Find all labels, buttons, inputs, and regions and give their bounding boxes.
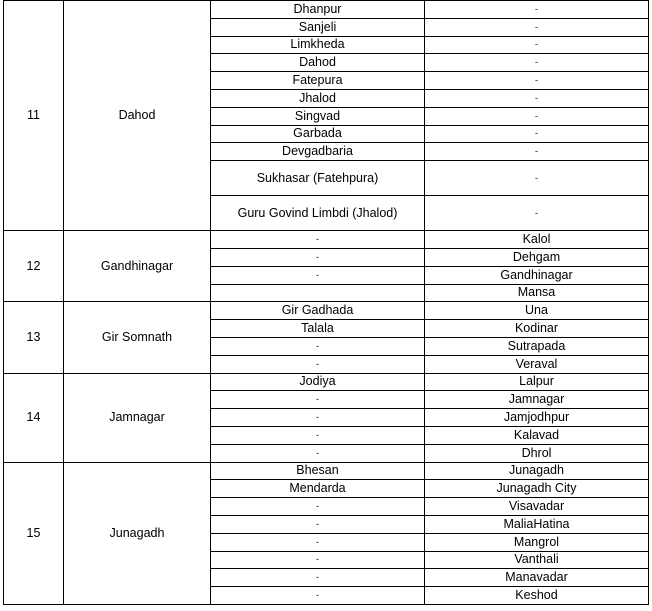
district-name-cell: Junagadh xyxy=(64,462,211,604)
taluka-col-b-cell: - xyxy=(425,36,649,54)
district-taluka-table xyxy=(3,0,649,605)
taluka-col-a-cell: - xyxy=(211,533,425,551)
taluka-col-a-cell: Sanjeli xyxy=(211,18,425,36)
taluka-col-b-cell: - xyxy=(425,54,649,72)
taluka-col-a-cell: - xyxy=(211,444,425,462)
taluka-col-a-cell: Talala xyxy=(211,320,425,338)
taluka-col-b-cell: Junagadh xyxy=(425,462,649,480)
taluka-col-a-cell: Gir Gadhada xyxy=(211,302,425,320)
taluka-col-a-cell: Devgadbaria xyxy=(211,143,425,161)
table-row xyxy=(4,231,649,249)
taluka-col-b-cell: Kalol xyxy=(425,231,649,249)
taluka-col-b-cell: - xyxy=(425,143,649,161)
taluka-col-b-cell: Keshod xyxy=(425,587,649,605)
taluka-col-b-cell: Junagadh City xyxy=(425,480,649,498)
taluka-col-a-cell: - xyxy=(211,266,425,284)
taluka-col-a-cell: - xyxy=(211,426,425,444)
taluka-col-a-cell: - xyxy=(211,515,425,533)
taluka-col-a-cell: Fatepura xyxy=(211,72,425,90)
district-name-cell: Gir Somnath xyxy=(64,302,211,373)
taluka-col-a-cell: Dahod xyxy=(211,54,425,72)
taluka-col-a-cell: Limkheda xyxy=(211,36,425,54)
taluka-col-b-cell: Veraval xyxy=(425,355,649,373)
taluka-col-a-cell: - xyxy=(211,498,425,516)
serial-number-cell: 11 xyxy=(4,1,64,231)
serial-number-cell: 13 xyxy=(4,302,64,373)
taluka-col-a-cell: - xyxy=(211,409,425,427)
taluka-col-a-cell: - xyxy=(211,248,425,266)
taluka-col-b-cell: - xyxy=(425,89,649,107)
taluka-col-a-cell: Dhanpur xyxy=(211,1,425,19)
taluka-col-a-cell: - xyxy=(211,551,425,569)
taluka-col-b-cell: Dehgam xyxy=(425,248,649,266)
taluka-col-a-cell: Jhalod xyxy=(211,89,425,107)
taluka-col-b-cell: Mansa xyxy=(425,284,649,302)
taluka-col-b-cell: Lalpur xyxy=(425,373,649,391)
taluka-col-a-cell: - xyxy=(211,569,425,587)
taluka-col-b-cell: - xyxy=(425,1,649,19)
table-row xyxy=(4,302,649,320)
taluka-col-a-cell: Sukhasar (Fatehpura) xyxy=(211,161,425,196)
table-row xyxy=(4,373,649,391)
table-row xyxy=(4,1,649,19)
taluka-col-b-cell: - xyxy=(425,125,649,143)
taluka-col-b-cell: - xyxy=(425,72,649,90)
table-body xyxy=(4,1,649,605)
taluka-col-b-cell: - xyxy=(425,161,649,196)
taluka-col-b-cell: - xyxy=(425,196,649,231)
taluka-col-b-cell: Jamjodhpur xyxy=(425,409,649,427)
taluka-col-b-cell: - xyxy=(425,107,649,125)
taluka-col-b-cell: Visavadar xyxy=(425,498,649,516)
taluka-col-a-cell: Bhesan xyxy=(211,462,425,480)
serial-number-cell: 15 xyxy=(4,462,64,604)
taluka-col-a-cell: - xyxy=(211,231,425,249)
taluka-col-a-cell: - xyxy=(211,337,425,355)
district-name-cell: Gandhinagar xyxy=(64,231,211,302)
taluka-col-b-cell: Dhrol xyxy=(425,444,649,462)
taluka-col-b-cell: Manavadar xyxy=(425,569,649,587)
taluka-col-a-cell: Guru Govind Limbdi (Jhalod) xyxy=(211,196,425,231)
serial-number-cell: 12 xyxy=(4,231,64,302)
taluka-col-b-cell: Vanthali xyxy=(425,551,649,569)
taluka-col-b-cell: Una xyxy=(425,302,649,320)
taluka-col-a-cell: Jodiya xyxy=(211,373,425,391)
taluka-col-a-cell: - xyxy=(211,391,425,409)
taluka-col-a-cell xyxy=(211,284,425,302)
serial-number-cell: 14 xyxy=(4,373,64,462)
taluka-col-a-cell: - xyxy=(211,587,425,605)
taluka-col-b-cell: Sutrapada xyxy=(425,337,649,355)
taluka-col-a-cell: Mendarda xyxy=(211,480,425,498)
taluka-col-b-cell: Gandhinagar xyxy=(425,266,649,284)
taluka-col-a-cell: Garbada xyxy=(211,125,425,143)
taluka-col-a-cell: - xyxy=(211,355,425,373)
taluka-col-b-cell: Jamnagar xyxy=(425,391,649,409)
table-row xyxy=(4,462,649,480)
district-name-cell: Dahod xyxy=(64,1,211,231)
taluka-col-b-cell: Mangrol xyxy=(425,533,649,551)
taluka-col-b-cell: Kodinar xyxy=(425,320,649,338)
taluka-col-b-cell: Kalavad xyxy=(425,426,649,444)
taluka-col-a-cell: Singvad xyxy=(211,107,425,125)
taluka-col-b-cell: MaliaHatina xyxy=(425,515,649,533)
taluka-col-b-cell: - xyxy=(425,18,649,36)
district-name-cell: Jamnagar xyxy=(64,373,211,462)
